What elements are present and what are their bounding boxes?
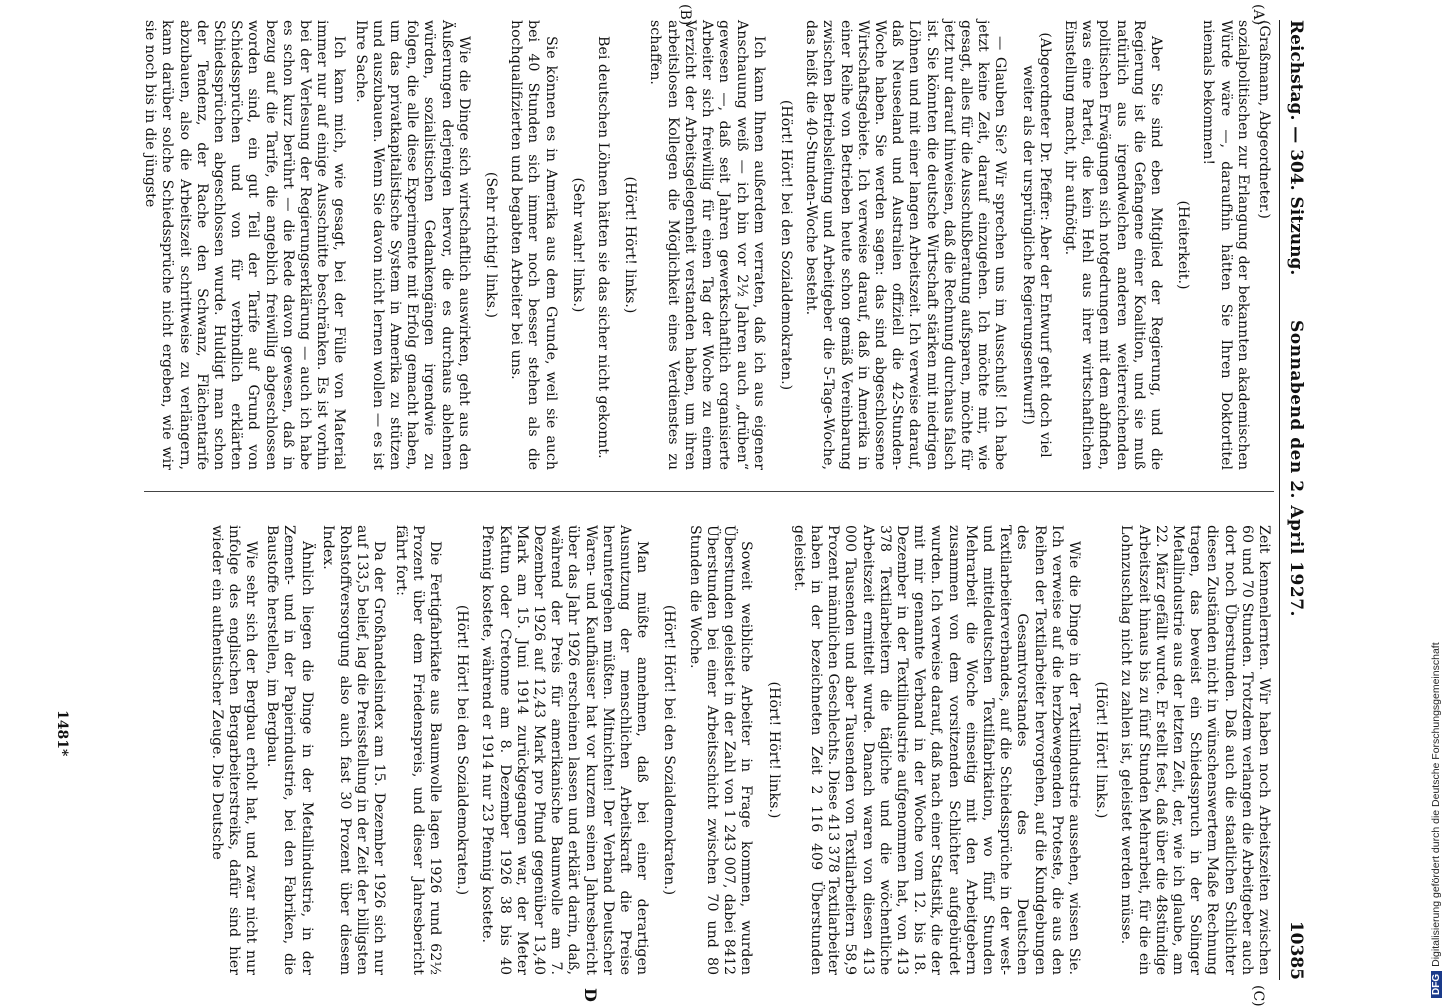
paragraph: (Heiterkeit.) (1175, 200, 1192, 290)
rotated-page-content (18, 0, 1318, 1007)
page-header (1282, 20, 1306, 980)
digitization-credit-text: Digitalisierung gefördert durch die Deutsche Forschungsgemeinschaft (1430, 642, 1442, 967)
column-divider (144, 491, 1274, 492)
paragraph: (Hört! Hört! bei den Sozialdemokraten.) (661, 604, 678, 896)
paragraph: Wie die Dinge in der Textilindustrie aussehen, wissen Sie. Ich verweise auf die herzbewegenden Proteste, die aus den Reihen der Textilarbeiter hervorgehen, auf die Kundgebungen des Gesamtvorstandes des Deutschen Textilarbeiterverbandes, auf die Schiedssprüche in der west- und mitteldeutschen Textilfabrikation, wo fünf Stunden Mehrarbeit die Woche einseitig mit den Arbeitgebern zusammen von dem vorsitzenden Schlichter aufgebürdet wurden. Ich verweise darauf, daß nach einer Statistik, die der mit mir genannte Verband in der Woche vom 12. bis 18. Dezember in der Textilindustrie aufgenommen hat, von 413 378 Textilarbeitern die tägliche und die wöchentliche Arbeitszeit ermittelt wurde. Danach waren von diesen 413 000 Tausenden und aber Tausenden von Textilarbeitern 58,9 Prozent männlichen Geschlechts. Diese 413 378 Textilarbeiter haben in der bezeichneten Zeit 2 116 409 Überstunden geleistet. (790, 525, 1082, 975)
paragraph: Man müßte annehmen, daß bei einer derartigen Ausnutzung der menschlichen Arbeitskraft die Preise heruntergehen müßten. Mitnichten! Der Verband Deutscher Waren- und Kaufhäuser hat vor kurzem seinen Jahresbericht über das Jahr 1926 erscheinen lassen und erklärt darin, daß, während der Preis für amerikanische Baumwolle am 7. Dezember 1926 auf 12,43 Mark pro Pfund gegenüber 13,40 Mark am 15. Juni 1914 zurückgegangen war, der Meter Kattun oder Cretonne am 8. Dezember 1926 38 bis 40 Pfennig kostete, während er 1914 nur 23 Pfennig kostete. (479, 525, 651, 975)
paragraph: Ich kann Ihnen außerdem verraten, daß ich aus eigener Anschauung weiß — ich bin vor 2½ Jahren auch „drüben“ gewesen —, daß seit Jahren gewerkschaftlich organisierte Arbeiter sich freiwillig für einen Tag der Woche zu einem Verzicht der Arbeitsgelegenheit verstanden haben, um ihren arbeitslosen Kollegen die Möglichkeit eines Verdienstes zu schaffen. (647, 20, 767, 470)
paragraph: Ich kann mich, wie gesagt, bei der Fülle von Material immer nur auf einige Ausschnitte beschränken. Es ist vorhin bei der Verlesung der Regierungserklärung — auch ich habe es schon kurz berührt — die Rede davon gewesen, daß in bezug auf die Tarife, die angeblich freiwillig abgeschlossen worden sind, ein gut Teil der Tarife auf Grund von Schiedssprüchen und von für verbindlich erklärten Schiedssprüchen abgeschlossen wurde. Huldigt man schon der Tendenz, der Rache den Schwanz, Flächentarife abzubauen, also die Arbeitszeit schrittweise zu verlängern, kann darüber solche Schiedssprüche nicht ergeben, wie wir sie noch bis in die jüngste (142, 20, 348, 470)
header-session: Reichstag. — 304. Sitzung. (1286, 20, 1306, 276)
paragraph: Bei deutschen Löhnen hätten sie das sicher nicht gekonnt. (595, 36, 612, 459)
margin-mark-a: (A) (1250, 4, 1266, 26)
paragraph: Aber Sie sind eben Mitglied der Regierung, und die Regierung ist die Gefangene einer Koalition, und sie muß natürlich aus irgendwelchen anderen weiterreichenden politischen Erwägungen sich notgedrungen mit dem abfinden, was eine Partei, die kein Hehl aus ihrer wirtschaftlichen Einstellung macht, ihr aufnötigt. (1061, 20, 1164, 471)
paragraph: Ähnlich liegen die Dinge in der Metallindustrie, in der Zement- und in der Papierindustrie, bei den Fabriken, die Baustoffe herstellen, im Bergbau. (264, 525, 315, 975)
margin-mark-b: (B) (677, 4, 693, 26)
paragraph: (Hört! Hört! bei den Sozialdemokraten.) (454, 604, 471, 896)
header-date: Sonnabend den 2. April 1927. (1286, 320, 1306, 617)
margin-mark-d: D (581, 988, 600, 1002)
header-rule (1279, 20, 1280, 980)
paragraph: sozialpolitischen zur Erlangung der bekannten akademischen Würde wäre —, daraufhin hätten Sie Ihren Doktortitel niemals bekommen! (1200, 20, 1251, 470)
paragraph: (Abgeordneter Dr. Pfeffer: Aber der Entwurf geht doch viel weiter als der ursprüngliche Regierungsentwurf!) (1019, 32, 1053, 458)
paragraph: (Sehr wahr! links.) (569, 177, 586, 313)
paragraph: (Hört! Hört! bei den Sozialdemokraten.) (777, 99, 794, 391)
paragraph: Sie können es in Amerika aus dem Grunde, weil sie auch bei 40 Stunden sich immer noch besser stehen als die hochqualifizierten und begabten Arbeiter bei uns. (508, 20, 559, 470)
paragraph: (Sehr richtig! links.) (483, 171, 500, 319)
digitization-credit (1416, 0, 1442, 1000)
dfg-logo-icon: DFG (1431, 971, 1442, 998)
paragraph: Die Fertigfabrikate aus Baumwolle lagen 1926 rund 62½ Prozent über dem Friedenspreis, und dieser Jahresbericht fährt fort: (392, 525, 444, 975)
right-text-column (82, 525, 1272, 975)
paragraph: Wie sehr sich der Bergbau erholt hat, und zwar nicht nur infolge des englischen Bergarbeiterstreiks, dafür sind hier wieder ein authentischer Zeuge. Die Deutsche (208, 525, 260, 975)
paragraph: Soweit weibliche Arbeiter in Frage kommen, wurden Überstunden geleistet in der Zahl von 1 243 007, dabei 8412 Überstunden bei einer Arbeitsschicht zwischen 70 und 80 Stunden die Woche. (686, 525, 755, 975)
paragraph: Zeit kennenlernten. Wir haben noch Arbeitszeiten zwischen 60 und 70 Stunden. Trotzdem verlangen die Arbeitgeber auch dort noch Überstunden. Daß auch die staatlichen Schlichter diesen Zuständen nicht in wünschenswertem Maße Rechnung tragen, das beweist ein Schiedsspruch in der Solinger Metallindustrie aus der letzten Zeit, der, wie ich glaube, am 22. März gefällt wurde. Er stellt fest, daß über die 48stündige Arbeitszeit hinaus bis zu fünf Stunden Mehrarbeit, für die ein Lohnzuschlag nicht zu zahlen ist, geleistet werden müsse. (1118, 525, 1272, 975)
margin-mark-c: (C) (1250, 985, 1266, 1007)
footer-sheet-number: 1481* (54, 710, 70, 757)
left-text-column (82, 20, 1272, 470)
paragraph: (Hört! Hört! links.) (622, 176, 639, 314)
paragraph: (Hört! Hört! links.) (765, 681, 782, 819)
paragraph: Da der Großhandelsindex am 15. Dezember 1926 sich nur auf 133,5 belief, lag die Preisstellung in der Zeit der billigsten Rohstoffversorgung also auch fast 30 Prozent über diesem Index. (319, 525, 388, 975)
header-page-number: 10385 (1286, 920, 1306, 980)
paragraph: (Graßmann, Abgeordneter.) (1256, 20, 1272, 219)
paragraph: — Glauben Sie? Wir sprechen uns im Ausschuß! Ich habe jetzt keine Zeit, darauf einzugehen. Ich möchte mir, wie gesagt, alles für die Ausschußberatung aufsparen, möchte für jetzt nur darauf hinweisen, daß die Rechnung durchaus falsch ist. Sie könnten die deutsche Wirtschaft stärken mit niedrigen Löhnen und mit einer langen Arbeitszeit. Ich verweise darauf, daß Neuseeland und Australien offiziell die 42-Stunden-Woche haben. Sie werden sagen: das sind abgeschlossene Wirtschaftsgebiete. Ich verweise darauf, daß in Amerika in einer Reihe von Betrieben heute schon gemäß Vereinbarung zwischen Betriebsleitung und Arbeitgeber die 5-Tage-Woche, das heißt die 40-Stunden-Woche besteht. (803, 20, 1009, 470)
paragraph: Wie die Dinge sich wirtschaftlich auswirken, geht aus den Äußerungen derjenigen hervor, die es durchaus ablehnen würden, sozialistischen Gedankengängen irgendwie zu folgen, die alle diese Experimente mit Erfolg gemacht haben, um das privatkapitalistische System in Amerika zu stützen und auszubauen. Wenn Sie davon nicht lernen wollen — es ist Ihre Sache. (352, 20, 472, 470)
paragraph: (Hört! Hört! links.) (1093, 681, 1110, 819)
